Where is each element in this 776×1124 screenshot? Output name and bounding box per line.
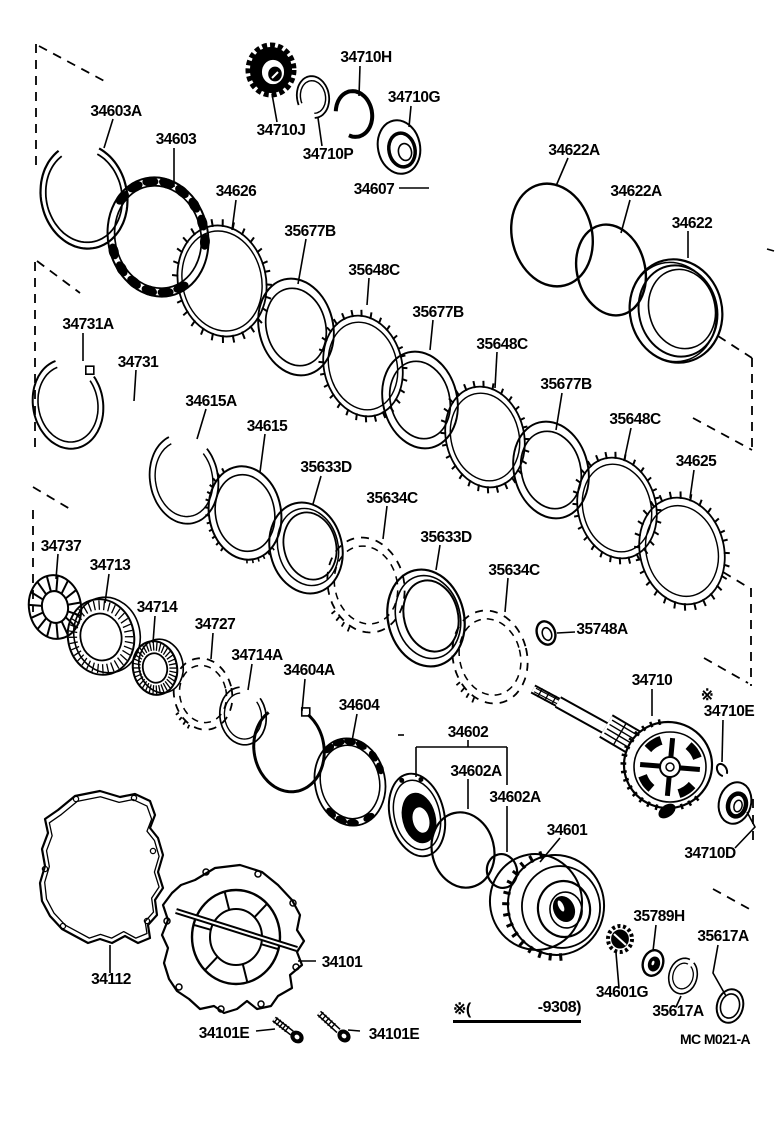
label-leader-line	[105, 574, 109, 603]
label-leader-line	[713, 945, 726, 996]
part-34101e-bolt-2	[319, 1012, 354, 1045]
section-boundary-dash	[713, 889, 753, 911]
part-label-35677B: 35677B	[540, 376, 592, 393]
label-leader-line	[495, 352, 497, 388]
part-label-34602: 34602	[447, 724, 489, 741]
part-34710j-bearing	[248, 45, 294, 95]
part-label-※: ※	[700, 687, 714, 704]
label-leader-line	[298, 239, 306, 284]
part-label-34112: 34112	[91, 971, 131, 988]
label-leader-line	[352, 714, 357, 741]
part-35748a-race	[533, 619, 558, 648]
part-label-34603: 34603	[155, 131, 197, 148]
part-34710d-grommet	[714, 779, 756, 828]
label-leader-line	[248, 664, 252, 690]
part-label-34727: 34727	[194, 616, 236, 633]
part-34601g-lock-washer	[608, 926, 632, 952]
label-leader-line	[767, 249, 774, 251]
part-label-34615A: 34615A	[185, 393, 237, 410]
applicability-note	[453, 999, 581, 1023]
part-35633d-flange-2	[377, 561, 474, 674]
part-label-35633D: 35633D	[420, 529, 472, 546]
label-leader-line	[409, 106, 411, 127]
part-label-34714: 34714	[136, 599, 178, 616]
section-boundary-dash	[39, 46, 108, 83]
part-label-34622A: 34622A	[610, 183, 662, 200]
label-leader-line	[540, 838, 560, 862]
part-label-34607: 34607	[353, 181, 395, 198]
part-34710p-ring	[297, 76, 329, 118]
section-boundary-dash	[33, 487, 70, 509]
part-34710g-seal	[373, 116, 425, 178]
label-leader-line	[653, 925, 656, 951]
label-leader-line	[624, 428, 631, 461]
part-35617a-snap-ring	[669, 958, 698, 994]
label-leader-line	[256, 1029, 275, 1031]
part-label-34615: 34615	[246, 418, 288, 435]
section-boundary-dash	[37, 261, 80, 293]
part-label-34710H: 34710H	[340, 49, 392, 66]
part-label-34601: 34601	[546, 822, 588, 839]
part-34112-gasket	[40, 791, 163, 943]
document-code: MC M021-A	[680, 1031, 751, 1047]
part-label-34622A: 34622A	[548, 142, 600, 159]
part-label-34710G: 34710G	[387, 89, 441, 106]
part-34622-ring	[619, 249, 733, 372]
part-label-34604: 34604	[338, 697, 380, 714]
label-leader-line	[430, 320, 433, 350]
label-leader-line	[557, 632, 575, 633]
part-label-34101: 34101	[321, 954, 363, 971]
label-leader-line	[616, 953, 619, 988]
part-label-34710P: 34710P	[302, 146, 354, 163]
label-leader-line	[134, 370, 136, 401]
label-leader-line	[367, 278, 369, 305]
part-label-35648C: 35648C	[476, 336, 528, 353]
part-label-35634C: 35634C	[488, 562, 540, 579]
label-leader-line	[348, 1030, 360, 1031]
part-34604-clutch-plate-kit	[307, 732, 394, 833]
label-leader-line	[104, 119, 113, 148]
label-leader-line	[722, 720, 723, 762]
section-boundary-dash	[704, 658, 748, 683]
part-label-35789H: 35789H	[633, 908, 685, 925]
part-label-34604A: 34604A	[283, 662, 335, 679]
label-leader-line	[359, 66, 360, 96]
label-leader-line	[211, 633, 213, 659]
label-leader-line	[436, 545, 440, 570]
label-leader-line	[383, 506, 387, 539]
label-leader-line	[272, 94, 277, 122]
part-34625-toothed-plate	[628, 488, 736, 613]
part-label-35617A: 35617A	[697, 928, 749, 945]
label-leader-line	[690, 470, 694, 498]
part-label-34731: 34731	[117, 354, 159, 371]
applicability-note-prefix: ※(	[453, 1001, 471, 1018]
part-label-34713: 34713	[89, 557, 131, 574]
section-boundary-dash	[693, 418, 752, 450]
part-label-34710D: 34710D	[684, 845, 736, 862]
part-34710e-clip	[717, 764, 727, 776]
section-boundary-dash	[718, 336, 752, 358]
part-label-34602A: 34602A	[489, 789, 541, 806]
part-label-35648C: 35648C	[609, 411, 661, 428]
part-label-34602A: 34602A	[450, 763, 502, 780]
part-label-34625: 34625	[675, 453, 717, 470]
part-label-34626: 34626	[215, 183, 257, 200]
label-leader-line	[505, 578, 508, 612]
part-label-34603A: 34603A	[90, 103, 142, 120]
part-34731a-snap-ring	[33, 361, 104, 449]
part-label-35648C: 35648C	[348, 262, 400, 279]
part-label-34601G: 34601G	[595, 984, 649, 1001]
part-label-34101E: 34101E	[368, 1026, 420, 1043]
part-label-34710: 34710	[631, 672, 673, 689]
part-34101-transaxle-housing	[162, 865, 304, 1013]
part-34615-splined-ring	[201, 460, 288, 565]
label-leader-line	[302, 679, 305, 711]
part-34710-output-shaft	[533, 688, 712, 820]
part-label-34737: 34737	[40, 538, 82, 555]
section-boundary-dash	[723, 572, 751, 589]
part-34622a-o-ring	[501, 175, 604, 295]
part-35648c-plate	[313, 307, 413, 425]
part-34602-pump-bearing	[381, 768, 454, 863]
part-label-35617A: 35617A	[652, 1003, 704, 1020]
label-leader-line	[197, 409, 206, 439]
label-leader-line	[318, 118, 322, 146]
label-leader-line	[556, 158, 568, 186]
part-label-34714A: 34714A	[231, 647, 283, 664]
part-label-35748A: 35748A	[576, 621, 628, 638]
part-label-35633D: 35633D	[300, 459, 352, 476]
part-34603-clutch-plate-kit	[97, 168, 220, 306]
part-35789h-seal	[639, 948, 666, 979]
part-34622a-o-ring-2	[567, 217, 655, 323]
applicability-note-suffix: -9308)	[537, 999, 581, 1016]
part-34710h-snap-ring	[336, 91, 372, 137]
part-label-34731A: 34731A	[62, 316, 114, 333]
part-label-34101E: 34101E	[198, 1025, 250, 1042]
part-34601-clutch-drum	[482, 847, 612, 963]
part-label-35677B: 35677B	[412, 304, 464, 321]
part-label-34622: 34622	[671, 215, 713, 232]
part-label-35677B: 35677B	[284, 223, 336, 240]
label-leader-line	[260, 434, 265, 472]
part-34101e-bolt	[274, 1018, 307, 1046]
part-label-35634C: 35634C	[366, 490, 418, 507]
label-leader-line	[313, 476, 321, 504]
part-label-34710J: 34710J	[256, 122, 306, 139]
part-label-34710E: 34710E	[703, 703, 755, 720]
part-35617a-o-ring	[713, 986, 747, 1026]
part-35634c-disc-2	[452, 611, 527, 704]
label-leader-line	[621, 200, 630, 233]
